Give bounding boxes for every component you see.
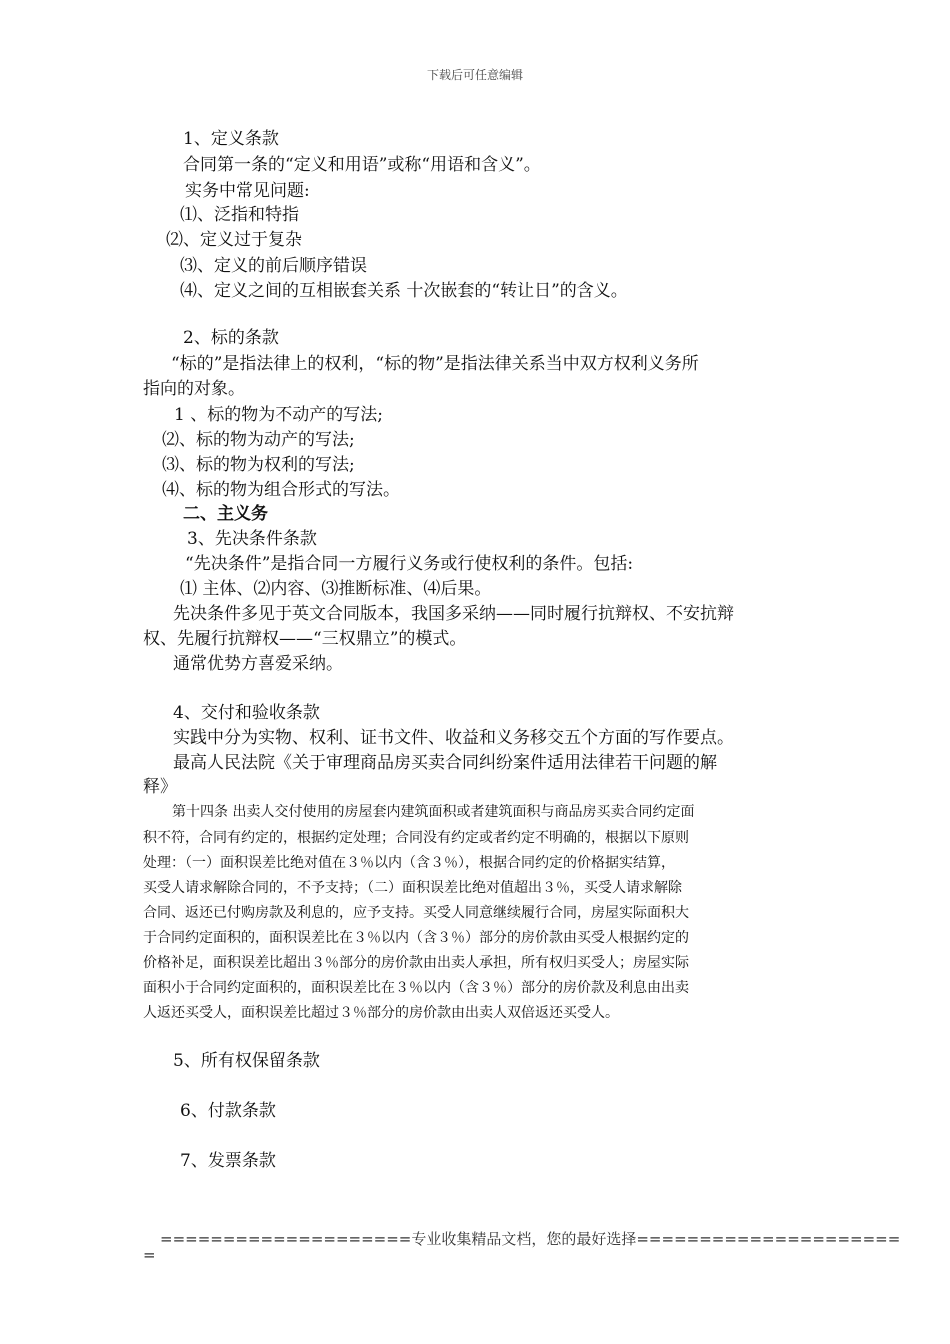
list-item: ⑴ 主体、⑵内容、⑶推断标准、⑷后果。 [180,579,492,599]
footer-banner-continuation: = [143,1246,156,1264]
list-item: ⑶、定义的前后顺序错误 [180,256,367,276]
section-heading: 6、付款条款 [180,1101,276,1121]
list-item: ⑴、泛指和特指 [180,205,299,225]
body-line: 合同第一条的“定义和用语”或称“用语和含义”。 [183,155,541,175]
statute-line: 处理：（一）面积误差比绝对值在３％以内（含３％），根据合同约定的价格据实结算， [143,855,675,871]
list-item: ⑷、标的物为组合形式的写法。 [162,480,400,500]
body-line: 实务中常见问题: [185,181,310,201]
section-heading: 2、标的条款 [183,328,279,348]
statute-line: 合同、返还已付购房款及利息的，应予支持。买受人同意继续履行合同，房屋实际面积大 [143,905,689,921]
body-line: “先决条件”是指合同一方履行义务或行使权利的条件。包括: [185,554,634,574]
section-heading: 5、所有权保留条款 [173,1051,320,1071]
statute-line: 人返还买受人，面积误差比超过３％部分的房价款由出卖人双倍返还买受人。 [143,1005,619,1021]
chapter-heading: 二、主义务 [183,504,268,524]
body-line: 先决条件多见于英文合同版本，我国多采纳——同时履行抗辩权、不安抗辩 [173,604,734,624]
footer-banner: ====================专业收集精品文档，您的最好选择===================== [160,1230,901,1248]
body-line: “标的”是指法律上的权利，“标的物”是指法律关系当中双方权利义务所 [171,354,699,374]
body-line: 权、先履行抗辩权——“三权鼎立”的模式。 [143,629,467,649]
section-heading: 7、发票条款 [180,1151,276,1171]
statute-line: 于合同约定面积的，面积误差比在３％以内（含３％）部分的房价款由买受人根据约定的 [143,930,689,946]
statute-line: 第十四条 出卖人交付使用的房屋套内建筑面积或者建筑面积与商品房买卖合同约定面 [172,804,695,820]
statute-line: 买受人请求解除合同的，不予支持；（二）面积误差比绝对值超出３％，买受人请求解除 [143,880,682,896]
body-line: 释》 [143,777,177,797]
statute-line: 面积小于合同约定面积的，面积误差比在３％以内（含３％）部分的房价款及利息由出卖 [143,980,689,996]
list-item: ⑵、标的物为动产的写法; [162,430,355,450]
section-heading: 1、定义条款 [183,129,279,149]
page-header: 下载后可任意编辑 [426,68,523,82]
list-item: ⑷、定义之间的互相嵌套关系 十次嵌套的“转让日”的含义。 [180,281,628,301]
body-line: 通常优势方喜爱采纳。 [173,654,343,674]
list-item: 1 、标的物为不动产的写法; [174,405,383,425]
statute-line: 价格补足，面积误差比超出３％部分的房价款由出卖人承担，所有权归买受人；房屋实际 [143,955,689,971]
list-item: ⑶、标的物为权利的写法; [162,455,355,475]
section-heading: 3、先决条件条款 [187,529,317,549]
statute-line: 积不符，合同有约定的，根据约定处理；合同没有约定或者约定不明确的，根据以下原则 [143,830,689,846]
section-heading: 4、交付和验收条款 [173,703,320,723]
body-line: 实践中分为实物、权利、证书文件、收益和义务移交五个方面的写作要点。 [173,728,734,748]
list-item: ⑵、定义过于复杂 [166,230,302,250]
body-line: 指向的对象。 [143,379,245,399]
body-line: 最高人民法院《关于审理商品房买卖合同纠纷案件适用法律若干问题的解 [173,753,717,773]
